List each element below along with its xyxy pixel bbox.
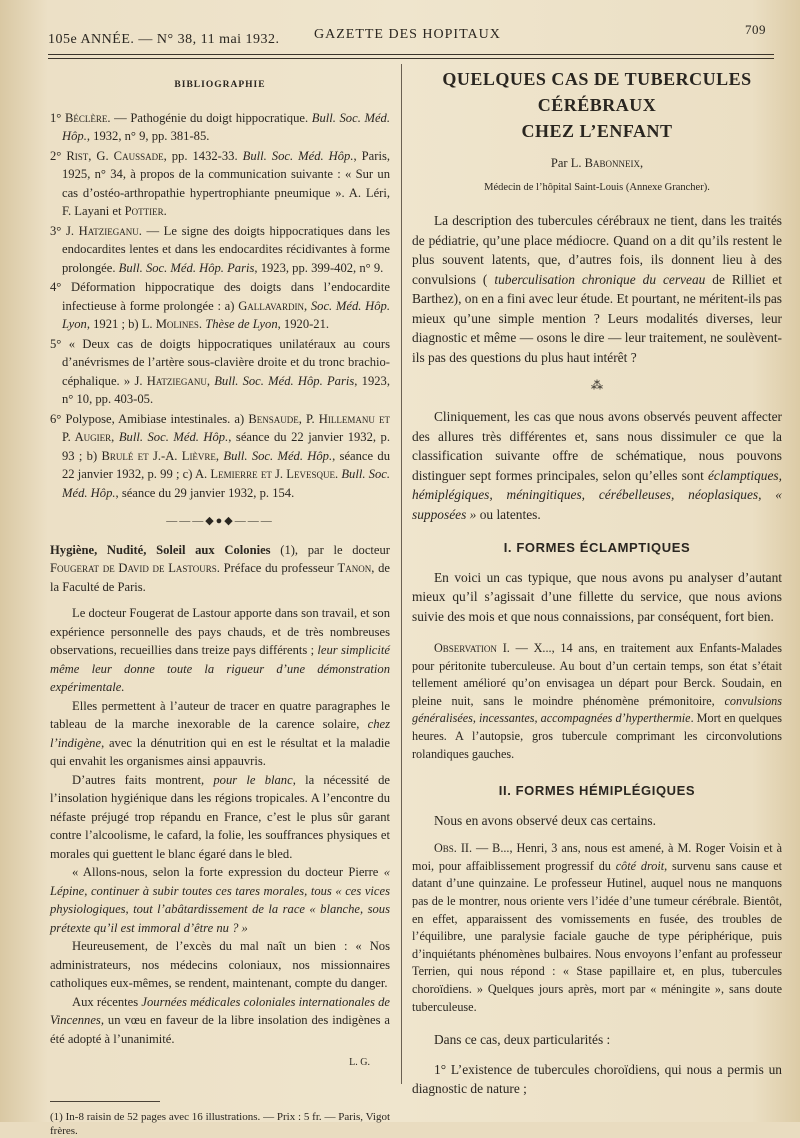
journal-name: GAZETTE DES HOPITAUX xyxy=(314,27,501,42)
section-heading-1: I. FORMES ÉCLAMPTIQUES xyxy=(503,540,691,555)
page-number: 709 xyxy=(745,22,766,37)
point-1: 1° L’existence de tubercules choroïdiens, qui nous a permis un diagnostic de nature ; xyxy=(412,1061,782,1097)
section-stars: ⁂ xyxy=(591,378,603,392)
section-1-paragraph: En voici un cas typique, que nous avons pu analyser d’autant mieux qu’il s’agissait d’une fillette du service, que nous avions suivie des mois et que nous connaissions, par conséquent, fort bien. xyxy=(412,569,782,624)
issue-info: 105e ANNÉE. — N° 38, 11 mai 1932. xyxy=(48,32,280,47)
right-column xyxy=(412,66,782,1099)
review-heading: Hygiène, Nudité, Soleil aux Colonies (1), par le docteur Fougerat de David de Lastours. Préface du professeur Tanon, de la Faculté de Paris. xyxy=(50,542,391,594)
ornament-divider: ———◆●◆——— xyxy=(166,515,274,527)
bibliography-heading: BIBLIOGRAPHIE xyxy=(174,80,266,90)
clinical-paragraph: Cliniquement, les cas que nous avons observés peuvent affecter des allures très différentes et, sans nous dissimuler ce que la classification suivante offre de schématique, nous pouvons distinguer sept formes principales, selon qu’elles sont éclamptiques, hémiplégiques, méningitiques, cérébelleuses, néoplasiques, « supposées » ou latentes. xyxy=(412,409,782,522)
reference-5: 5° « Deux cas de doigts hippocratiques unilatéraux au cours d’anévrismes de l’artère sous-clavière droite et du tronc brachio-céphalique. » J. Hatzieganu, Bull. Soc. Méd. Hôp. Paris, 1923, n° 10, pp. 403-05. xyxy=(50,336,390,406)
page-header xyxy=(48,22,774,52)
footnote-rule xyxy=(50,1101,160,1102)
review-paragraph-6: Aux récentes Journées médicales coloniales internationales de Vincennes, un vœu en faveur de la libre insolation des indigènes a été adopté à l’unanimité. xyxy=(50,994,391,1046)
header-rule-thin xyxy=(48,58,774,59)
reference-4: 4° Déformation hippocratique des doigts dans l’endocardite infectieuse à forme prolongée : a) Gallavardin, Soc. Méd. Hôp. Lyon, 1921 ; b) L. Molines. Thèse de Lyon, 1920-21. xyxy=(50,280,391,331)
section-2-paragraph: Nous en avons observé deux cas certains. xyxy=(434,812,656,828)
review-paragraph-4: « Allons-nous, selon la forte expression du docteur Pierre « Lépine, continuer à subir toutes ces tares morales, tous « ces vices physiologiques, tout l’abâtardissement de la race « blanche, sous prétexte qu’il est immoral d’être nu ? » xyxy=(50,865,390,935)
conclusion-paragraph: Dans ce cas, deux particularités : xyxy=(434,1032,611,1048)
author-role: Médecin de l’hôpital Saint-Louis (Annexe Grancher). xyxy=(484,181,710,193)
article-title: QUELQUES CAS DE TUBERCULES CÉRÉBRAUX CHEZ L’ENFANT xyxy=(442,69,752,141)
review-paragraph-5: Heureusement, de l’excès du mal naît un bien : « Nos administrateurs, nos médecins coloniaux, nos missionnaires catholiques eux-mêmes, se rendent, maintenant, compte du danger. xyxy=(50,939,390,990)
article-author: Par L. Babonneix, xyxy=(550,156,644,170)
reference-1: 1° Béclère. — Pathogénie du doigt hippocratique. Bull. Soc. Méd. Hôp., 1932, n° 9, pp. 381-85. xyxy=(50,110,390,143)
intro-paragraph: La description des tubercules cérébraux ne tient, dans les traités de pédiatrie, qu’une place médiocre. Quand on a dit qu’ils restent le plus souvent latents, que, d’autres fois, ils donnent lieu à des convulsions ( tuberculisation chronique du cerveau de Rilliet et Barthez), on en a fini avec leur étude. Et pourtant, ne méritent-ils pas mieux qu’une simple mention ? Leurs modalités diverses, leur diagnostic et même — osons le dire — leur traitement, ne soulèvent-ils pas des questions du plus haut intérêt ? xyxy=(412,213,782,365)
observation-1: Observation I. — X..., 14 ans, en traitement aux Enfants-Malades pour péritonite tuberculeuse. Au bout d’un certain temps, son état s’était tellement amélioré qu’on envisagea un départ pour Berck. Soudain, en pleine nuit, sans le moindre phénomène prémonitoire, convulsions généralisées, incessantes, accompagnées d’hyperthermie. Mort en quelques heures. A l’autopsie, gros tubercule comprimant les circonvolutions rolandiques gauches. xyxy=(412,641,783,761)
review-paragraph-1: Le docteur Fougerat de Lastour apporte dans son travail, et son expérience personnelle des pays chauds, et de très nombreuses observations, recueillies dans treize pays différents ; leur simplicité même leur donne toute la rigueur d’une démonstration expérimentale. xyxy=(50,606,390,694)
reference-3: 3° J. Hatzieganu. — Le signe des doigts hippocratiques dans les endocardites lentes et dans les endocardites récidivantes à forme prolongée. Bull. Soc. Méd. Hôp. Paris, 1923, pp. 399-402, n° 9. xyxy=(50,223,390,275)
reference-6: 6° Polypose, Amibiase intestinales. a) Bensaude, P. Hillemanu et P. Augier, Bull. Soc. Méd. Hôp., séance du 22 janvier 1932, p. 93 ; b) Brulé et J.-A. Lièvre, Bull. Soc. Méd. Hôp., séance du 22 janvier 1932, p. 99 ; c) A. Lemierre et J. Levesque. Bull. Soc. Méd. Hôp., séance du 29 janvier 1932, p. 154. xyxy=(50,411,391,500)
review-paragraph-3: D’autres faits montrent, pour le blanc, la nécessité de l’insolation hygiénique dans les régions tropicales. A l’encontre du néfaste préjugé trop répandu en France, c’est le plus sûr garant contre l’alcoolisme, le cafard, la folie, les souffrances physiques et morales qui guettent le blanc égaré dans le bled. xyxy=(50,772,390,861)
left-column xyxy=(50,66,390,1138)
review-paragraph-2: Elles permettent à l’auteur de tracer en quatre paragraphes le tableau de la marche inexorable de la carence solaire, chez l’indigène, avec la dénutrition qui en est le résultat et la maladie qui envahit les organismes ainsi appauvris. xyxy=(50,698,390,768)
section-heading-2: II. FORMES HÉMIPLÉGIQUES xyxy=(498,783,696,799)
signature: L. G. xyxy=(349,1057,370,1068)
header-rule xyxy=(48,54,774,55)
column-divider xyxy=(401,64,402,1084)
reference-2: 2° Rist, G. Caussade, pp. 1432-33. Bull. Soc. Méd. Hôp., Paris, 1925, n° 34, à propos de la communication suivante : « Sur un cas d’ostéo-arthropathie hypertrophiante pneumique ». A. Léri, F. Layani et Pottier. xyxy=(50,148,390,218)
footnote: (1) In-8 raisin de 52 pages avec 16 illustrations. — Prix : 5 fr. — Paris, Vigot frères. xyxy=(50,1110,390,1137)
observation-2: Obs. II. — B..., Henri, 3 ans, nous est amené, à M. Roger Voisin et à moi, pour affaiblissement progressif du côté droit, survenu sans cause et datant d’une quinzaine. Le professeur Hutinel, auquel nous ne manquons pas de le montrer, nous oriente vers l’idée d’une tumeur cérébrale. Bientôt, en effet, apparaissent des vomissements en fusée, des troubles de l’équilibre, une paralysie faciale gauche de type périphérique, puis d’inquiétants phénomènes bulbaires. Nous envoyons l’enfant au professeur Terrien, qui nous répond : « Stase papillaire et, en plus, tubercules choroïdiens. » Quelques jours après, mort par « méningite », sans doute tuberculeuse. xyxy=(412,841,782,1014)
